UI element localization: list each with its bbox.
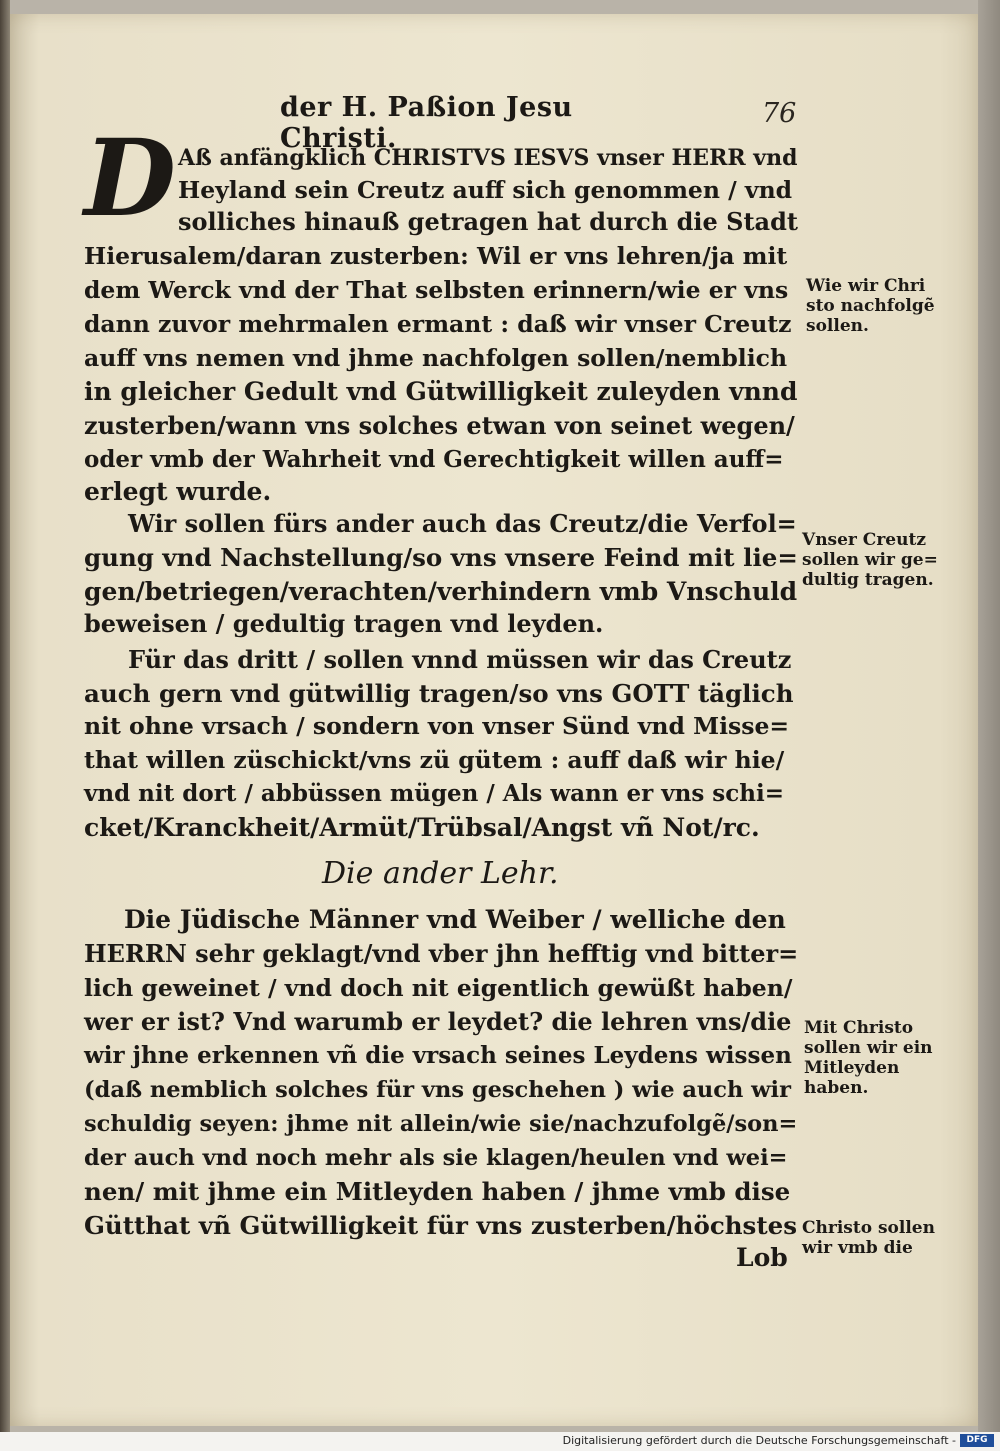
margin-note-line: haben. — [804, 1078, 869, 1098]
text-line: cket/Kranckheit/Armüt/Trübsal/Angst vñ Not/rc. — [84, 813, 760, 842]
margin-note — [804, 1018, 933, 1098]
text-line: nit ohne vrsach / sondern von vnser Sünd vnd Misse= — [84, 712, 790, 740]
text-line: Aß anfängklich CHRISTVS IESVS vnser HERR vnd — [178, 145, 798, 171]
text-line: Wir sollen fürs ander auch das Creutz/die Verfol= — [128, 509, 797, 538]
text-line: der auch vnd noch mehr als sie klagen/heulen vnd wei= — [84, 1145, 788, 1171]
decorated-initial: D — [84, 115, 176, 240]
margin-note — [806, 276, 935, 336]
text-line: oder vmb der Wahrheit vnd Gerechtigkeit willen auff= — [84, 446, 784, 473]
margin-note-line: dultig tragen. — [802, 570, 934, 590]
catchword: Lob — [736, 1243, 788, 1272]
book-spine — [0, 0, 10, 1432]
text-line: Hierusalem/daran zusterben: Wil er vns lehren/ja mit — [84, 242, 788, 270]
text-line: auff vns nemen vnd jhme nachfolgen sollen/nemblich — [84, 344, 788, 372]
text-line: solliches hinauß getragen hat durch die Stadt — [178, 207, 798, 236]
text-line: auch gern vnd gütwillig tragen/so vns GOTT täglich — [84, 679, 794, 708]
text-line: wer er ist? Vnd warumb er leydet? die lehren vns/die — [84, 1007, 792, 1036]
page-number: 76 — [762, 98, 797, 129]
text-line: erlegt wurde. — [84, 477, 272, 506]
margin-note-line: Christo sollen — [802, 1218, 935, 1238]
text-line: gung vnd Nachstellung/so vns vnsere Feind mit lie= — [84, 543, 798, 572]
text-line: HERRN sehr geklagt/vnd vber jhn hefftig vnd bitter= — [84, 939, 799, 968]
text-line: (daß nemblich solches für vns geschehen ) wie auch wir — [84, 1077, 791, 1103]
text-line: gen/betriegen/verachten/verhindern vmb Vnschuld — [84, 577, 798, 606]
text-line: in gleicher Gedult vnd Gütwilligkeit zuleyden vnnd — [84, 377, 798, 406]
text-line: wir jhne erkennen vñ die vrsach seines Leydens wissen — [84, 1042, 792, 1069]
margin-note-line: Wie wir Chri — [806, 276, 926, 296]
text-line: vnd nit dort / abbüssen mügen / Als wann er vns schi= — [84, 780, 784, 807]
text-line: nen/ mit jhme ein Mitleyden haben / jhme vmb dise — [84, 1177, 791, 1206]
text-line: that willen züschickt/vns zü gütem : auff daß wir hie/ — [84, 746, 785, 774]
section-heading: Die ander Lehr. — [322, 856, 559, 891]
text-line: schuldig seyen: jhme nit allein/wie sie/nachzufolgẽ/son= — [84, 1111, 798, 1137]
dfg-logo: DFG — [960, 1434, 994, 1447]
footer-credit: Digitalisierung gefördert durch die Deutsche Forschungsgemeinschaft - — [562, 1434, 956, 1447]
page-edge — [978, 0, 1000, 1432]
text-line: Für das dritt / sollen vnnd müssen wir das Creutz — [128, 645, 792, 674]
margin-note-line: sollen wir ge= — [802, 550, 938, 570]
margin-note-line: Vnser Creutz — [802, 530, 926, 550]
text-line: lich geweinet / vnd doch nit eigentlich gewüßt haben/ — [84, 974, 793, 1002]
margin-note-line: wir vmb die — [802, 1238, 913, 1258]
margin-note-line: Mitleyden — [804, 1058, 900, 1078]
margin-note-line: sollen wir ein — [804, 1038, 933, 1058]
text-line: zusterben/wann vns solches etwan von seinet wegen/ — [84, 411, 795, 440]
text-line: dann zuvor mehrmalen ermant : daß wir vnser Creutz — [84, 310, 792, 338]
text-line: beweisen / gedultig tragen vnd leyden. — [84, 609, 604, 638]
running-head: der H. Paßion Jesu Christi. — [280, 92, 573, 154]
text-line: Gütthat vñ Gütwilligkeit für vns zusterben/höchstes — [84, 1211, 798, 1240]
margin-note-line: sollen. — [806, 316, 869, 336]
text-line: Heyland sein Creutz auff sich genommen / vnd — [178, 176, 793, 204]
margin-note-line: sto nachfolgẽ — [806, 296, 935, 316]
text-line: Die Jüdische Männer vnd Weiber / welliche den — [124, 905, 786, 934]
margin-note — [802, 530, 938, 590]
margin-note — [802, 1218, 935, 1258]
text-line: dem Werck vnd der That selbsten erinnern/wie er vns — [84, 276, 789, 304]
margin-note-line: Mit Christo — [804, 1018, 914, 1038]
